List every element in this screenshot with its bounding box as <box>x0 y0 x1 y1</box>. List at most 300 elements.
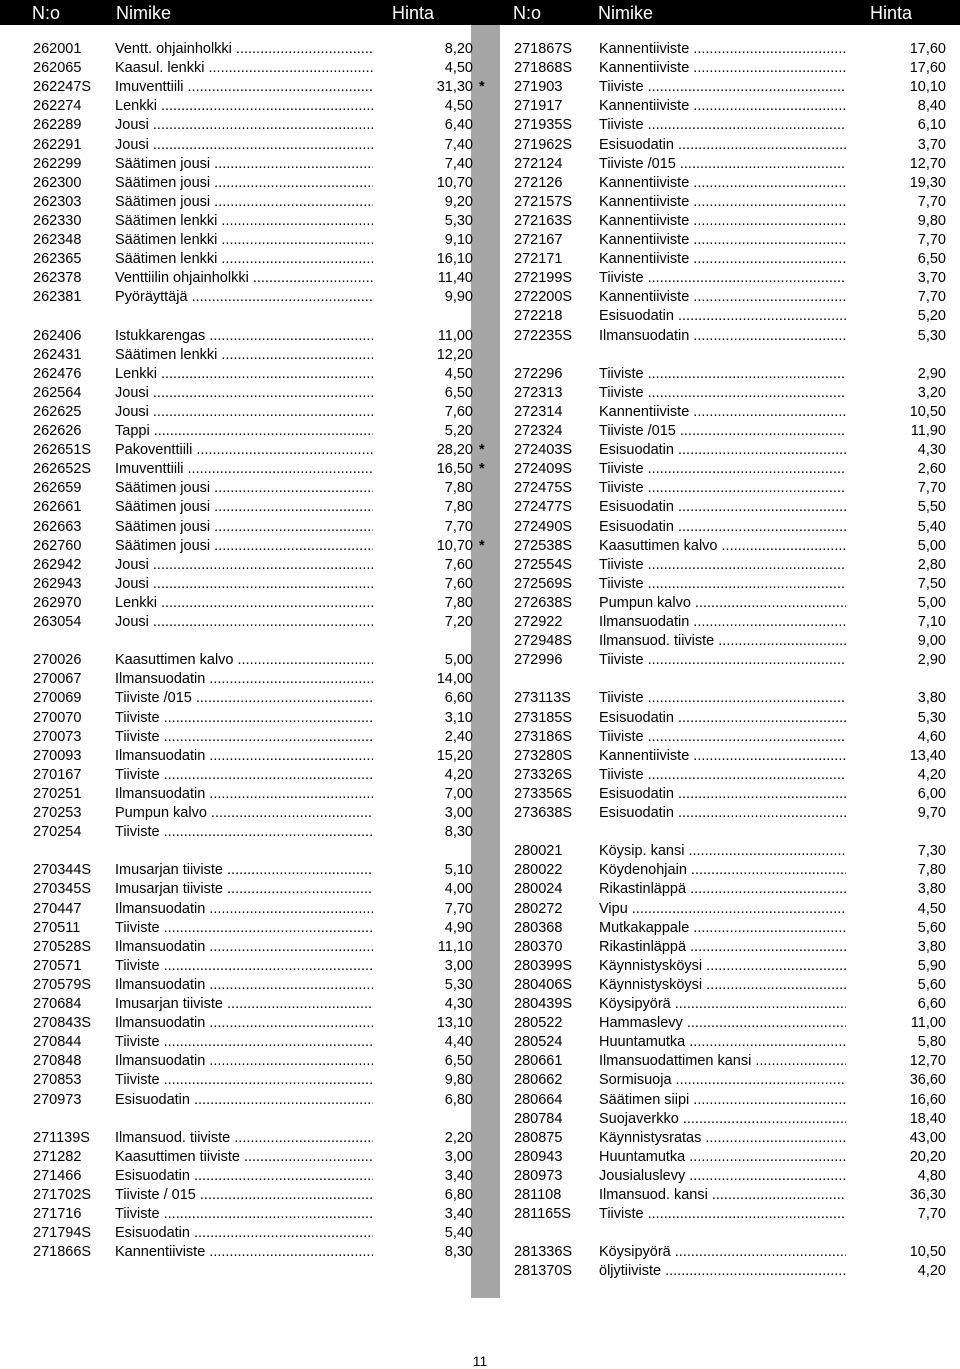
item-code: 272296 <box>514 365 563 382</box>
item-name: Lenkki ..... <box>115 97 373 116</box>
item-code: 271794S <box>33 1225 92 1242</box>
item-code: 272218 <box>514 308 563 325</box>
list-item <box>514 136 954 155</box>
item-name: Imuventtiili ..... <box>115 460 373 479</box>
list-item <box>33 250 473 269</box>
list-item <box>514 441 954 460</box>
item-name: Tiiviste ..... <box>599 728 846 747</box>
item-name: Ilmansuodatin ..... <box>115 900 373 919</box>
item-price: 5,10 <box>444 862 473 879</box>
item-code: 273326S <box>514 766 573 783</box>
item-name: Istukkarengas ..... <box>115 327 373 346</box>
item-marker: * <box>479 537 485 554</box>
item-name: Ilmansuodattimen kansi ..... <box>599 1052 846 1071</box>
item-price: 5,50 <box>917 499 946 516</box>
item-name: Tiiviste ..... <box>599 78 846 97</box>
item-name: Tiiviste ..... <box>115 1033 373 1052</box>
item-price: 7,30 <box>917 843 946 860</box>
item-code: 270069 <box>33 690 82 707</box>
item-name: Säätimen jousi ..... <box>115 155 373 174</box>
item-price: 6,50 <box>917 251 946 268</box>
list-item <box>514 1014 954 1033</box>
list-item <box>514 709 954 728</box>
item-name: Rikastinläppä ..... <box>599 880 846 899</box>
item-price: 4,50 <box>444 365 473 382</box>
item-code: 262476 <box>33 365 82 382</box>
item-code: 280524 <box>514 1034 563 1051</box>
item-code: 262303 <box>33 193 82 210</box>
list-item <box>514 880 954 899</box>
list-item <box>514 861 954 880</box>
item-price: 8,30 <box>444 1244 473 1261</box>
item-name: Kannentiiviste ..... <box>599 40 846 59</box>
list-item <box>33 709 473 728</box>
item-name: Esisuodatin ..... <box>599 307 846 326</box>
item-price: 2,20 <box>444 1129 473 1146</box>
item-code: 270070 <box>33 709 82 726</box>
list-item <box>33 479 473 498</box>
list-item <box>514 957 954 976</box>
item-code: 262289 <box>33 117 82 134</box>
item-code: 270167 <box>33 766 82 783</box>
item-price: 4,80 <box>917 1167 946 1184</box>
list-item <box>33 1014 473 1033</box>
item-code: 273638S <box>514 805 573 821</box>
item-code: 263054 <box>33 614 82 630</box>
item-price: 2,80 <box>917 556 946 573</box>
item-name: Käynnistysratas ..... <box>599 1129 846 1148</box>
list-item <box>514 900 954 919</box>
item-price: 10,50 <box>909 1244 946 1261</box>
item-marker: * <box>479 79 485 96</box>
list-item <box>33 747 473 766</box>
list-item <box>33 804 473 823</box>
list-item <box>33 498 473 517</box>
item-name: Ilmansuod. tiiviste ..... <box>599 632 846 651</box>
item-name: Käynnistysköysi ..... <box>599 976 846 995</box>
item-name: Tiiviste ..... <box>115 1071 373 1090</box>
item-name: Esisuodatin ..... <box>115 1091 373 1110</box>
list-item <box>33 861 473 880</box>
item-name: Tiiviste ..... <box>599 269 846 288</box>
item-code: 271282 <box>33 1148 82 1165</box>
list-item <box>514 365 954 384</box>
list-item <box>33 900 473 919</box>
item-name: Pumpun kalvo ..... <box>115 804 373 823</box>
item-code: 270848 <box>33 1053 82 1070</box>
item-price: 5,90 <box>917 957 946 974</box>
item-price: 4,30 <box>444 996 473 1012</box>
list-item <box>33 1129 473 1148</box>
item-name: Esisuodatin ..... <box>115 1224 373 1243</box>
item-code: 280021 <box>514 843 563 860</box>
table-header-bar <box>0 0 960 25</box>
item-code: 272569S <box>514 575 573 592</box>
item-name: Tiiviste ..... <box>599 1205 846 1224</box>
item-name: öljytiiviste ..... <box>599 1262 846 1281</box>
item-code: 270073 <box>33 728 82 745</box>
item-code: 270254 <box>33 824 82 841</box>
list-item <box>514 766 954 785</box>
item-code: 272126 <box>514 174 563 191</box>
list-item <box>514 1243 954 1262</box>
list-item <box>33 919 473 938</box>
item-code: 280943 <box>514 1148 563 1165</box>
item-code: 273280S <box>514 747 573 764</box>
item-price: 10,50 <box>909 403 946 420</box>
item-name: Tiiviste / 015 ..... <box>115 1186 373 1205</box>
item-code: 262659 <box>33 480 82 497</box>
item-name: Ilmansuodatin ..... <box>115 976 373 995</box>
item-name: Ilmansuodatin ..... <box>599 613 846 632</box>
item-code: 272324 <box>514 423 563 439</box>
item-name: Kannentiiviste ..... <box>599 288 846 307</box>
item-price: 8,20 <box>444 41 473 57</box>
list-item <box>514 1205 954 1224</box>
item-code: 262564 <box>33 384 82 401</box>
item-name: Tiiviste /015 ..... <box>115 689 373 708</box>
item-name: Ilmansuodatin ..... <box>115 1052 373 1071</box>
list-item <box>514 1071 954 1090</box>
list-item <box>33 938 473 957</box>
item-name: Kaasuttimen kalvo ..... <box>115 651 373 670</box>
list-item <box>514 327 954 346</box>
item-code: 262299 <box>33 155 82 172</box>
item-price: 7,70 <box>444 900 473 917</box>
list-item <box>514 403 954 422</box>
item-name: Imuventtiili ..... <box>115 78 373 97</box>
item-price: 9,10 <box>444 232 473 248</box>
list-item <box>514 1262 954 1281</box>
item-price: 5,30 <box>444 976 473 993</box>
list-item <box>514 59 954 78</box>
item-name: Venttiilin ohjainholkki ..... <box>115 269 373 288</box>
item-code: 262942 <box>33 556 82 573</box>
item-code: 272948S <box>514 633 573 650</box>
list-item <box>514 212 954 231</box>
item-price: 10,10 <box>909 79 946 96</box>
list-item <box>33 59 473 78</box>
item-name: Säätimen jousi ..... <box>115 518 373 537</box>
list-item <box>33 193 473 212</box>
list-item <box>33 403 473 422</box>
item-price: 4,20 <box>444 766 473 783</box>
list-item <box>514 976 954 995</box>
item-price: 31,30 <box>436 79 473 96</box>
list-item <box>33 136 473 155</box>
list-item <box>33 670 473 689</box>
list-item <box>514 1148 954 1167</box>
item-price: 12,70 <box>909 155 946 172</box>
item-name: Tiiviste ..... <box>599 116 846 135</box>
item-price: 4,20 <box>917 1263 946 1280</box>
item-code: 271466 <box>33 1167 82 1184</box>
item-name: Kannentiiviste ..... <box>599 747 846 766</box>
item-code: 280399S <box>514 957 573 974</box>
item-price: 6,60 <box>444 690 473 707</box>
item-price: 4,50 <box>444 98 473 115</box>
item-price: 12,20 <box>436 346 473 363</box>
list-item <box>33 537 485 556</box>
item-price: 13,40 <box>909 747 946 764</box>
list-item <box>33 460 485 479</box>
item-name: Pakoventtiili ..... <box>115 441 373 460</box>
item-price: 5,00 <box>917 594 946 611</box>
item-code: 272200S <box>514 289 573 306</box>
item-code: 272922 <box>514 614 563 630</box>
item-price: 7,70 <box>917 289 946 306</box>
item-code: 270528S <box>33 938 92 955</box>
item-name: Pumpun kalvo ..... <box>599 594 846 613</box>
item-price: 4,50 <box>444 60 473 77</box>
list-item <box>514 307 954 326</box>
list-item <box>33 116 473 135</box>
list-item <box>33 422 473 441</box>
item-code: 262365 <box>33 251 82 268</box>
item-name: Jousi ..... <box>115 575 373 594</box>
item-price: 9,20 <box>444 193 473 210</box>
item-name: Tiiviste ..... <box>115 728 373 747</box>
item-code: 272163S <box>514 212 573 229</box>
item-code: 262652S <box>33 461 92 478</box>
item-code: 272235S <box>514 327 573 344</box>
list-item <box>33 575 473 594</box>
item-name: Kannentiiviste ..... <box>599 174 846 193</box>
item-code: 272554S <box>514 556 573 573</box>
item-price: 5,30 <box>917 327 946 344</box>
list-item <box>33 78 485 97</box>
item-code: 262406 <box>33 327 82 344</box>
item-code: 270973 <box>33 1091 82 1108</box>
header-code-right: N:o <box>513 3 542 23</box>
header-price-left: Hinta <box>392 3 435 23</box>
item-name: Tiiviste ..... <box>115 823 373 842</box>
item-name: Säätimen jousi ..... <box>115 174 373 193</box>
item-code: 280784 <box>514 1110 563 1127</box>
item-price: 2,90 <box>917 365 946 382</box>
item-name: Ilmansuod. tiiviste ..... <box>115 1129 373 1148</box>
item-name: Esisuodatin ..... <box>599 804 846 823</box>
list-item <box>514 747 954 766</box>
item-name: Esisuodatin ..... <box>115 1167 373 1186</box>
item-code: 262760 <box>33 537 82 554</box>
item-name: Tiiviste ..... <box>599 460 846 479</box>
list-item <box>33 957 473 976</box>
item-name: Ilmansuodatin ..... <box>115 1014 373 1033</box>
item-code: 262626 <box>33 423 82 439</box>
list-item <box>33 346 473 365</box>
item-price: 5,30 <box>917 709 946 726</box>
item-price: 6,50 <box>444 1053 473 1070</box>
list-item <box>33 1091 473 1110</box>
item-code: 271903 <box>514 79 563 96</box>
list-item <box>33 327 473 346</box>
item-price: 4,50 <box>917 900 946 917</box>
item-code: 262661 <box>33 499 82 516</box>
item-name: Säätimen siipi ..... <box>599 1091 846 1110</box>
list-item <box>33 1033 473 1052</box>
item-code: 280973 <box>514 1167 563 1184</box>
list-item <box>514 1091 954 1110</box>
list-item <box>33 40 473 59</box>
item-name: Ilmansuodatin ..... <box>599 327 846 346</box>
list-item <box>514 842 954 861</box>
header-code-left: N:o <box>32 3 61 23</box>
item-code: 273185S <box>514 709 573 726</box>
item-price: 7,60 <box>444 575 473 592</box>
list-item <box>514 1167 954 1186</box>
item-price: 4,00 <box>444 881 473 898</box>
item-name: Tappi ..... <box>115 422 373 441</box>
item-name: Jousi ..... <box>115 556 373 575</box>
item-price: 4,40 <box>444 1034 473 1051</box>
list-item <box>514 613 954 632</box>
item-code: 281165S <box>514 1206 571 1223</box>
item-name: Köysip. kansi ..... <box>599 842 846 861</box>
item-code: 270251 <box>33 785 82 802</box>
item-price: 5,00 <box>444 652 473 669</box>
list-item <box>514 288 954 307</box>
item-name: Säätimen lenkki ..... <box>115 346 373 365</box>
item-price: 16,50 <box>436 461 473 478</box>
list-item <box>514 116 954 135</box>
item-marker: * <box>479 442 485 459</box>
item-code: 262651S <box>33 442 92 459</box>
item-price: 7,80 <box>444 594 473 611</box>
item-code: 280439S <box>514 996 573 1012</box>
list-item <box>33 1224 473 1243</box>
list-item <box>514 804 954 823</box>
list-item <box>33 728 473 747</box>
item-code: 273113S <box>514 690 571 707</box>
item-code: 280522 <box>514 1015 563 1032</box>
item-name: Säätimen lenkki ..... <box>115 212 373 231</box>
list-item <box>33 651 473 670</box>
item-price: 7,50 <box>917 575 946 592</box>
item-code: 280406S <box>514 976 573 993</box>
list-item <box>514 575 954 594</box>
item-name: Rikastinläppä ..... <box>599 938 846 957</box>
item-price: 7,70 <box>917 1206 946 1223</box>
item-code: 270684 <box>33 996 82 1012</box>
item-name: Säätimen jousi ..... <box>115 479 373 498</box>
item-price: 7,80 <box>444 480 473 497</box>
item-name: Jousi ..... <box>115 613 373 632</box>
list-item <box>514 919 954 938</box>
item-name: Mutkakappale ..... <box>599 919 846 938</box>
item-code: 271868S <box>514 60 573 77</box>
item-code: 270026 <box>33 652 82 669</box>
list-item <box>514 556 954 575</box>
item-name: Kaasuttimen tiiviste ..... <box>115 1148 373 1167</box>
item-price: 3,20 <box>917 384 946 401</box>
list-item <box>33 1148 473 1167</box>
item-name: Imusarjan tiiviste ..... <box>115 880 373 899</box>
item-code: 271962S <box>514 136 573 153</box>
list-item <box>514 1186 954 1205</box>
item-name: Käynnistysköysi ..... <box>599 957 846 976</box>
list-item <box>33 174 473 193</box>
item-name: Säätimen jousi ..... <box>115 498 373 517</box>
item-price: 14,00 <box>436 671 473 688</box>
item-name: Ilmansuodatin ..... <box>115 785 373 804</box>
list-item <box>33 1205 473 1224</box>
item-price: 4,20 <box>917 766 946 783</box>
item-price: 16,60 <box>909 1091 946 1108</box>
item-name: Jousi ..... <box>115 116 373 135</box>
item-price: 5,20 <box>917 308 946 325</box>
list-item <box>514 785 954 804</box>
item-code: 270511 <box>33 919 81 936</box>
item-code: 280368 <box>514 919 563 936</box>
item-name: Huuntamutka ..... <box>599 1033 846 1052</box>
item-name: Ilmansuod. kansi ..... <box>599 1186 846 1205</box>
item-code: 272124 <box>514 155 563 172</box>
item-code: 270093 <box>33 747 82 764</box>
item-code: 270853 <box>33 1072 82 1089</box>
item-price: 17,60 <box>909 60 946 77</box>
list-item <box>33 231 473 250</box>
item-code: 272477S <box>514 499 573 516</box>
list-item <box>33 613 473 632</box>
item-code: 271139S <box>33 1129 90 1146</box>
item-price: 5,30 <box>444 212 473 229</box>
item-price: 10,70 <box>436 174 473 191</box>
list-item <box>514 479 954 498</box>
item-code: 281370S <box>514 1263 573 1280</box>
item-code: 280024 <box>514 881 563 898</box>
header-price-right: Hinta <box>870 3 913 23</box>
item-code: 262431 <box>33 346 82 363</box>
item-code: 262274 <box>33 98 82 115</box>
item-code: 272638S <box>514 594 573 611</box>
item-price: 2,40 <box>444 728 473 745</box>
item-price: 6,80 <box>444 1187 473 1203</box>
item-name: Kaasuttimen kalvo ..... <box>599 537 846 556</box>
item-name: Kannentiiviste ..... <box>599 212 846 231</box>
item-price: 7,70 <box>917 193 946 210</box>
item-price: 3,40 <box>444 1167 473 1184</box>
item-name: Tiiviste ..... <box>115 919 373 938</box>
item-name: Tiiviste /015 ..... <box>599 155 846 174</box>
item-code: 271866S <box>33 1244 92 1261</box>
item-code: 262348 <box>33 232 82 248</box>
item-price: 9,90 <box>444 289 473 306</box>
item-price: 4,60 <box>917 728 946 745</box>
item-price: 2,90 <box>917 652 946 669</box>
item-code: 271716 <box>33 1206 82 1223</box>
item-price: 3,40 <box>444 1206 473 1223</box>
item-price: 15,20 <box>436 747 473 764</box>
list-item <box>33 689 473 708</box>
item-price: 10,70 <box>436 537 473 554</box>
item-name: Vipu ..... <box>599 900 846 919</box>
list-item <box>33 1071 473 1090</box>
item-name: Ilmansuodatin ..... <box>115 938 373 957</box>
item-code: 272409S <box>514 461 573 478</box>
list-item <box>514 460 954 479</box>
list-item <box>514 651 954 670</box>
list-item <box>514 40 954 59</box>
item-name: Kannentiiviste ..... <box>599 97 846 116</box>
item-code: 270253 <box>33 805 82 821</box>
item-name: Köysipyörä ..... <box>599 1243 846 1262</box>
item-name: Säätimen lenkki ..... <box>115 250 373 269</box>
item-code: 280664 <box>514 1091 563 1108</box>
item-code: 273186S <box>514 728 573 745</box>
item-price: 6,60 <box>917 996 946 1012</box>
item-code: 270345S <box>33 881 92 898</box>
